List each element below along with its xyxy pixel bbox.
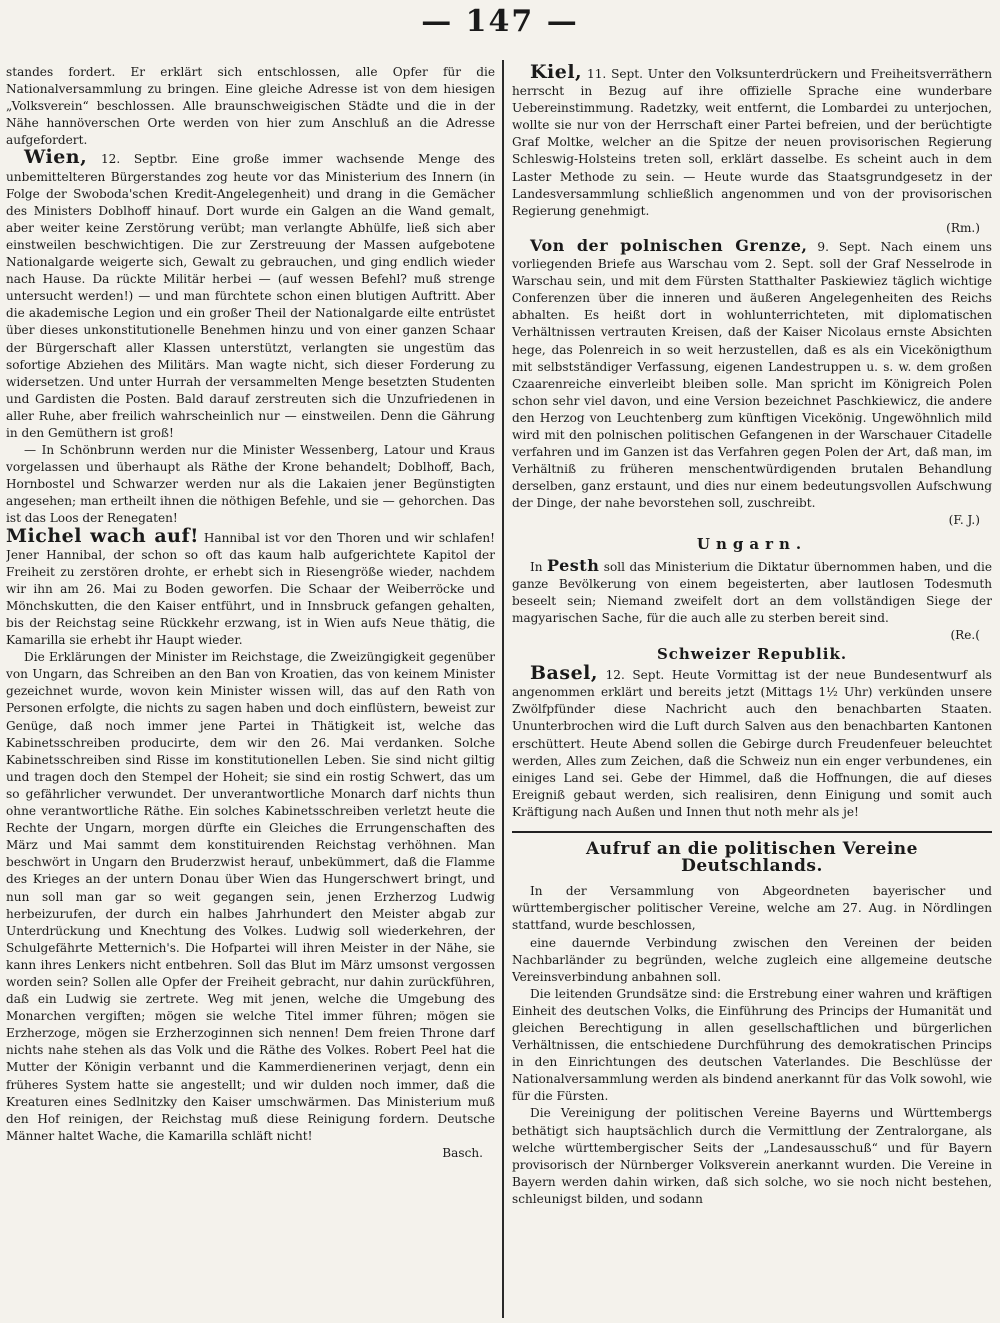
dateline-polen: Von der polnischen Grenze, — [530, 235, 808, 255]
article-michel-text: Hannibal ist vor den Thoren und wir schlafen! Jener Hannibal, der schon so oft das kaum halb aufgerichtete Kapitol der Freiheit zu zerstören drohte, er erhebt sich in Riesengröße wieder, nachdem wir ihn am 26. Mai zu Boden geworfen. Die Schaar der Weiberröcke und Mönchskutten, die den Kaiser entführt, und in Innsbruck gefangen gehalten, bis der Reichstag seine Rückkehr erzwang, ist in Wien aufs Neue thätig, die Kamarilla sie erhebt ihr Haupt wieder. — [6, 530, 495, 648]
article-kiel — [512, 64, 992, 220]
article-wien-text: 12. Septbr. Eine große immer wachsende Menge des unbemittelteren Bürgerstandes zog heute vor das Ministerium des Innern (in Folge der Swoboda'schen Kredit-Angelegenheit) und drang in die Gemächer des Ministers Doblhoff hinauf. Dort wurde ein Galgen an die Wand gemalt, aber weiter keine Zerstörung verübt; man verlangte Abhülfe, ließ sich aber einstweilen beschwichtigen. Die zur Zerstreuung der Massen aufgebotene Nationalgarde weigerte sich, Gewalt zu gebrauchen, und ging endlich wieder nach Hause. Da rückte Militär herbei — (auf wessen Befehl? muß strenge untersucht werden!) — und man fürchtete schon einen blutigen Auftritt. Aber die akademische Legion und ein großer Theil der Nationalgarde eilte entrüstet über dieses unkonstitutionelle Benehmen hinzu und von einer ganzen Schaar der Bürgerschaft aller Klassen unterstützt, verlangten sie ungestüm das sofortige Abziehen des Militärs. Man wagte nicht, sich dieser Forderung zu widersetzen. Und unter Hurrah der versammelten Menge besetzten Studenten und Gardisten die Posten. Bald darauf zerstreuten sich die Unzufriedenen in aller Ruhe, aber freilich wahrscheinlich nur — einstweilen. Denn die Gährung in den Gemüthern ist groß! — [6, 152, 495, 440]
article-pesth — [512, 557, 992, 627]
left-column — [6, 64, 495, 1316]
signature-re: (Re.( — [950, 628, 980, 642]
article-basel-text: 12. Sept. Heute Vormittag ist der neue Bundesentwurf als angenommen erklärt und bereits jetzt (Mittags 1½ Uhr) verkünden unsere Zwölfpfünder diese Nachricht auch den benachbarten Staaten. Ununterbrochen wird die Luft durch Salven aus den benachbarten Kantonen erschüttert. Heute Abend sollen die Gebirge durch Freudenfeuer beleuchtet werden, Alles zum Zeichen, daß die Schweiz nun ein enger verbundenes, ein einiges Land sei. Gebe der Himmel, daß die Hoffnungen, die auf dieses Ereigniß gebaut werden, sich realisiren, denn Einigung und somit auch Kräftigung nach Außen und Innen thut noth mehr als je! — [512, 668, 992, 819]
section-heading-ungarn: Ungarn. — [696, 534, 808, 553]
article-basel — [512, 662, 992, 821]
dateline-kiel: Kiel, — [530, 64, 583, 83]
appeal-paragraph-4: Die Vereinigung der politischen Vereine Bayerns und Württembergs bethätigt sich hauptsächlich durch die Vermittlung der Zentralorgane, als welche württembergischer Seits der „Landesausschuß“ und für Bayern provisorisch der Nürnberger Volksverein anerkannt wurden. Die Vereine in Bayern werden dahin wirken, daß sich solche, wo sie noch nicht bestehen, schleunigst bilden, und sodann — [512, 1106, 992, 1206]
article-pesth-text: soll das Ministerium die Diktatur übernommen haben, und die ganze Bevölkerung von einem begeisterten, aber lautlosen Todesmuth beseelt sein; Niemand zweifelt dort an dem vollständigen Siege der magyarischen Sache, für die auch alle zu sterben bereit sind. — [512, 559, 992, 625]
section-heading-schweiz: Schweizer Republik. — [656, 645, 848, 664]
column-divider — [502, 60, 504, 1318]
appeal-paragraph-3: Die leitenden Grundsätze sind: die Erstrebung einer wahren und kräftigen Einheit des deutschen Volks, die Einführung des Princips der Humanität und gleichen Berechtigung in allen gesellschaftlichen und bürgerlichen Verhältnissen, die entschiedene Durchführung des demokratischen Princips in den Einrichtungen des deutschen Vaterlandes. Die Beschlüsse der Nationalversammlung werden als bindend anerkannt für das Volk sowohl, wie für die Fürsten. — [512, 986, 992, 1104]
article-wien — [6, 146, 495, 442]
headline-michel: Michel wach auf! — [6, 524, 199, 547]
dateline-pesth: Pesth — [547, 555, 600, 575]
signature-fj: (F. J.) — [948, 513, 980, 528]
dateline-wien: Wien, — [24, 146, 88, 169]
article-pesth-pre: In — [530, 559, 548, 574]
article-kiel-text: 11. Sept. Unter den Volksunterdrückern und Freiheitsverräthern herrscht in Bezug auf ihre offizielle Sprache eine wunderbare Uebereinstimmung. Radetzky, weit entfernt, die Lombardei zu unterjochen, wollte sie nur von der Herrschaft einer Partei befreien, und der berüchtigte Graf Moltke, welcher an die Spitze der neuen provisorischen Regierung Schleswig-Holsteins treten soll, erklärt dasselbe. Es scheint auch in dem Laster Methode zu sein. — Heute wurde das Staatsgrundgesetz in der Landesversammlung schließlich angenommen und von der provisorischen Regierung genehmigt. — [512, 67, 992, 218]
section-rule — [512, 831, 992, 833]
article-polen — [512, 237, 992, 513]
article-erklaerungen: Die Erklärungen der Minister im Reichstage, die Zweizüngigkeit gegenüber von Ungarn, das Schreiben an den Ban von Kroatien, das von keinem Minister gezeichnet wurde, wovon kein Minister wissen will, das auf den Rath von Personen erfolgte, die nichts zu sagen haben und doch einflüstern, beweist zur Genüge, daß noch immer jene Partei in Thätigkeit ist, welche das Kabinetsschreiben producirte, dem wir den 26. Mai verdanken. Solche Kabinetsschreiben sind Risse im konstitutionellen Leben. Sie sind nicht giltig und tragen doch den Stempel der Hoheit; sie sind ein rostig Schwert, das um so gefährlicher verwundet. Der unverantwortliche Monarch darf nichts thun ohne verantwortliche Räthe. Ein solches Kabinetsschreiben verletzt heute die Rechte der Ungarn, morgen dürfte ein Gleiches die Errungenschaften des März und Mai sammt dem konstituirenden Reichstag verhöhnen. Man beschwört in Ungarn den Bruderzwist herauf, unbekümmert, daß die Flamme des Krieges an der untern Donau über Wien das Hungerschwert bringt, und nun soll man gar so weit gegangen sein, jenen Erzherzog Ludwig herbeizurufen, der durch ein halbes Jahrhundert den Meister abgab zur Unterdrückung und Knechtung des Volkes. Ludwig soll wiederkehren, der Schulgefährte Metternich's. Die Hofpartei will ihren Meister in der Nähe, sie kann ihres Lenkers nicht entbehren. Soll das Blut im März umsonst vergossen worden sein? Sollen alle Opfer der Freiheit gebracht, nur dahin zurückführen, daß ein Ludwig sie zertrete. Weg mit jenen, welche die Umgebung des Monarchen vergiften; mögen sie welche Titel immer führen; mögen sie Erzherzoge, mögen sie Erzherzoginnen sich nennen! Dem freien Throne darf nichts nahe stehen als das Volk und die Räthe des Volkes. Robert Peel hat die Mutter der Königin verbannt und die Kammerdienerinen verjagt, denn ein früheres System hatte sie angestellt; und wir dulden noch immer, daß die Kreaturen eines Sedlnitzky den Kaiser umschwärmen. Das Ministerium muß den Hof reinigen, der Reichstag muß diese Reinigung fordern. Deutsche Männer haltet Wache, die Kamarilla schläft nicht! — [6, 650, 495, 1143]
page-number: — 147 — — [421, 4, 579, 39]
dateline-basel: Basel, — [530, 662, 598, 685]
right-column — [512, 64, 992, 1316]
appeal-paragraph-2: eine dauernde Verbindung zwischen den Vereinen der beiden Nachbarländer zu begründen, welche zugleich eine allgemeine deutsche Vereinsverbindung anbahnen soll. — [512, 935, 992, 984]
article-continuation: standes fordert. Er erklärt sich entschlossen, alle Opfer für die Nationalversammlung zu bringen. Eine gleiche Adresse ist von dem hiesigen „Volksverein“ beschlossen. Alle braunschweigischen Städte und die in der Nähe hannöverschen Orte werden von hier zum Anschluß an die Adresse aufgefordert. — [6, 65, 495, 148]
appeal-title: Aufruf an die politischen Vereine Deutschlands. — [586, 839, 918, 877]
signature-basch: Basch. — [442, 1145, 483, 1160]
article-schoenbrunn: — In Schönbrunn werden nur die Minister Wessenberg, Latour und Kraus vorgelassen und überhaupt als Räthe der Krone behandelt; Doblhoff, Bach, Hornbostel und Schwarzer werden nur als die Lakaien jener Begünstigten angesehen; man ertheilt ihnen die nöthigen Befehle, und sie — gehorchen. Das ist das Loos der Renegaten! — [6, 443, 495, 526]
article-polen-text: 9. Sept. Nach einem uns vorliegenden Briefe aus Warschau vom 2. Sept. soll der Graf Nesselrode in Warschau sein, und mit dem Fürsten Statthalter Paskiewiez täglich wichtige Conferenzen über die inneren und äußeren Angelegenheiten des Reichs abhalten. Es heißt dort in wohlunterrichteten, mit diplomatischen Verhältnissen vertrauten Kreisen, daß der Kaiser Nicolaus ernste Absichten hege, das Polenreich in so weit herzustellen, daß es als ein Vicekönigthum mit selbstständiger Verfassung, eigenen Landestruppen u. s. w. dem großen Czaarenreiche einverleibt bleiben solle. Man spricht im Königreich Polen schon sehr viel davon, und eine Version bezeichnet Paschkiewicz, die andere den Herzog von Leuchtenberg zum künftigen Vicekönig. Ungewöhnlich mild wird mit den polnischen politischen Gefangenen in der Warschauer Citadelle verfahren und im Ganzen ist das Verfahren gegen Polen der Art, daß man, im Verhältniß zu früheren menschentwürdigenden brutalen Behandlung derselben, ganz erstaunt, und dies nur einem bedeutungsvollen Aufschwung der Dinge, der nahe bevorstehen soll, zuschreibt. — [512, 239, 992, 511]
appeal-paragraph-1: In der Versammlung von Abgeordneten bayerischer und württembergischer politischer Vereine, welche am 27. Aug. in Nördlingen stattfand, wurde beschlossen, — [512, 884, 992, 933]
article-michel — [6, 524, 495, 650]
signature-rm: (Rm.) — [946, 220, 980, 235]
